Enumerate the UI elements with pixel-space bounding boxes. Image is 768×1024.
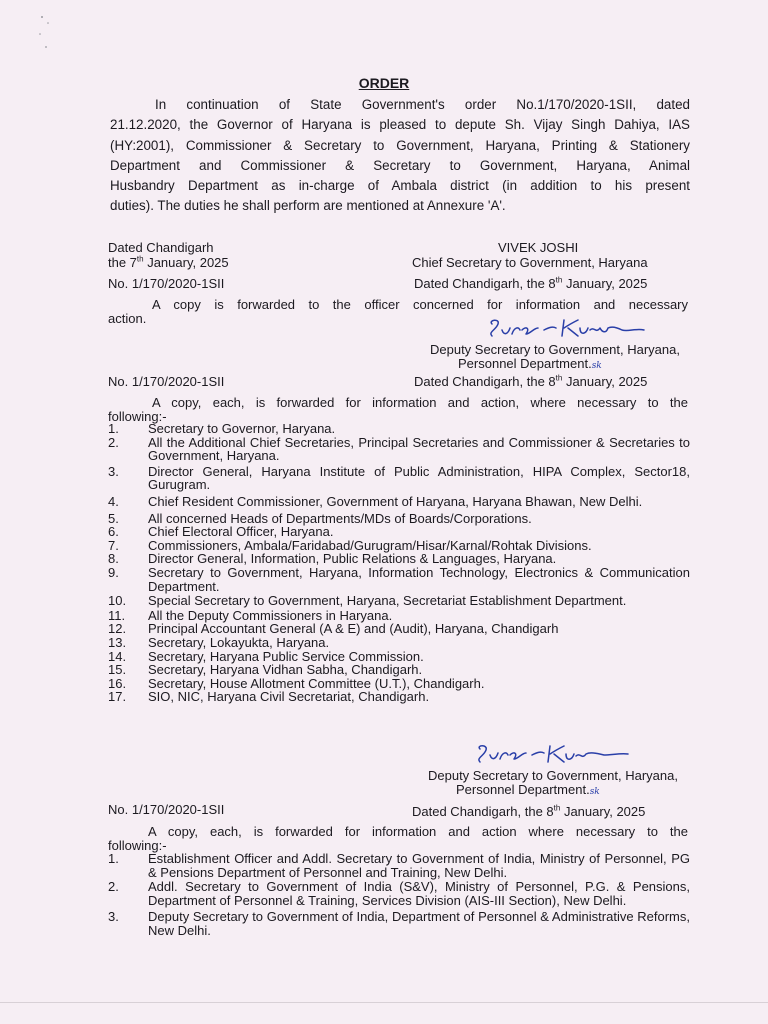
list-item-text: Special Secretary to Government, Haryana, Secretariat Establishment Department. (148, 593, 627, 609)
list-item (108, 495, 690, 509)
list-item (108, 609, 690, 623)
copy2-designation-1: Deputy Secretary to Government, Haryana, (427, 768, 678, 783)
list-item-text: SIO, NIC, Haryana Civil Secretariat, Chandigarh. (148, 689, 430, 705)
list-item-text: Chief Electoral Officer, Haryana. (148, 524, 334, 540)
copy2-recipient-list (108, 422, 690, 704)
list-item-text: Secretary to Governor, Haryana. (148, 421, 336, 436)
list-item-number: 5. (108, 510, 119, 526)
list-item (108, 636, 690, 650)
list-item-text: Deputy Secretary to Government of India, Department of Personnel & Administrative Reforms, New Delhi. (148, 909, 690, 938)
list-item (108, 663, 690, 677)
list-item (108, 677, 690, 691)
list-item-number: 9. (108, 564, 119, 580)
list-item-text: Chief Resident Commissioner, Government of Haryana, Haryana Bhawan, New Delhi. (148, 493, 643, 509)
dated-place: Dated Chandigarh (108, 240, 214, 255)
list-item (108, 622, 690, 636)
list-item (108, 852, 690, 879)
list-item-text: Establishment Officer and Addl. Secretary to Government of India, Ministry of Personnel, PG & Pensions Department of Personnel and Training, New Delhi. (148, 851, 690, 880)
intro-line: Husbandry Department as in-charge of Ambala district (in addition to his present (110, 178, 690, 194)
copy3-text: A copy, each, is forwarded for information and action where necessary to the following:- (108, 824, 688, 853)
list-item (108, 552, 690, 566)
list-item-number: 1. (108, 421, 119, 436)
initials-mark: sk (591, 361, 602, 371)
list-item-text: Director General, Haryana Institute of Public Administration, HIPA Complex, Sector18, Gurugram. (148, 463, 690, 493)
list-item-number: 12. (108, 621, 127, 637)
copy1-text: A copy is forwarded to the officer concerned for information and necessary action. (108, 297, 688, 326)
list-item (108, 512, 690, 526)
copy3-recipient-list (108, 852, 690, 938)
list-item (108, 594, 690, 608)
list-item-text: Secretary, Haryana Public Service Commission. (148, 648, 424, 664)
list-item-number: 3. (108, 909, 119, 925)
list-item-text: Secretary, House Allotment Committee (U.T.), Chandigarh. (148, 675, 485, 691)
list-item (108, 436, 690, 463)
copy1-number: No. 1/170/2020-1SII (108, 276, 225, 291)
list-item-number: 8. (108, 551, 119, 567)
list-item (108, 525, 690, 539)
list-item (108, 650, 690, 664)
copy2-text: A copy, each, is forwarded for information and action, where necessary to the following:- (108, 395, 688, 424)
list-item (108, 539, 690, 553)
list-item-text: All the Deputy Commissioners in Haryana. (148, 607, 393, 623)
copy3-date: Dated Chandigarh, the 8th January, 2025 (412, 803, 646, 819)
list-item-text: Addl. Secretary to Government of India (S&V), Ministry of Personnel, P.G. & Pensions, Department of Personnel & Training, Services Division (AIS-III Section), New Delhi. (148, 879, 690, 908)
list-item (108, 910, 690, 937)
list-item-text: All the Additional Chief Secretaries, Principal Secretaries and Commissioner & Secretaries to Government, Haryana. (148, 434, 690, 464)
list-item-text: Director General, Information, Public Relations & Languages, Haryana. (148, 551, 557, 567)
list-item-number: 4. (108, 493, 119, 509)
list-item (108, 690, 690, 704)
list-item (108, 422, 690, 436)
list-item (108, 465, 690, 492)
list-item-number: 1. (108, 851, 119, 866)
list-item-number: 15. (108, 662, 127, 678)
list-item-number: 3. (108, 463, 119, 479)
intro-line: 21.12.2020, the Governor of Haryana is pleased to depute Sh. Vijay Singh Dahiya, IAS (110, 117, 690, 133)
list-item-text: Secretary, Lokayukta, Haryana. (148, 634, 330, 650)
copy2-number: No. 1/170/2020-1SII (108, 374, 225, 389)
dated-date: the 7th January, 2025 (108, 254, 229, 270)
list-item-text: Principal Accountant General (A & E) and (Audit), Haryana, Chandigarh (148, 621, 559, 637)
copy3-number: No. 1/170/2020-1SII (108, 802, 225, 817)
list-item (108, 880, 690, 907)
copy1-date: Dated Chandigarh, the 8th January, 2025 (414, 275, 648, 291)
initials-mark: sk (589, 787, 600, 797)
copy2-date: Dated Chandigarh, the 8th January, 2025 (414, 373, 648, 389)
copy2-designation-2: Personnel Department.sk (456, 782, 600, 797)
list-item-number: 14. (108, 648, 127, 664)
list-item-number: 2. (108, 879, 119, 895)
list-item-number: 17. (108, 689, 127, 705)
list-item-number: 10. (108, 593, 127, 609)
copy1-designation-2: Personnel Department.sk (458, 356, 602, 371)
list-item-number: 16. (108, 675, 127, 691)
list-item-number: 6. (108, 524, 119, 540)
signatory-name: VIVEK JOSHI (498, 240, 579, 255)
intro-line: (HY:2001), Commissioner & Secretary to Government, Haryana, Printing & Stationery (110, 137, 690, 153)
list-item-text: Secretary, Haryana Vidhan Sabha, Chandigarh. (148, 662, 423, 678)
list-item-number: 13. (108, 634, 127, 650)
intro-paragraph (110, 95, 690, 217)
list-item (108, 566, 690, 593)
list-item-number: 2. (108, 434, 119, 450)
list-item-number: 11. (108, 607, 126, 623)
copy1-designation-1: Deputy Secretary to Government, Haryana, (429, 342, 680, 357)
list-item-text: Secretary to Government, Haryana, Information Technology, Electronics & Communication Department. (148, 564, 690, 594)
intro-line: In continuation of State Government's order No.1/170/2020-1SII, dated (155, 97, 690, 112)
page-edge (0, 1002, 768, 1003)
page-title: ORDER (358, 75, 410, 91)
list-item-text: Commissioners, Ambala/Faridabad/Gurugram/Hisar/Karnal/Rohtak Divisions. (148, 537, 592, 553)
list-item-text: All concerned Heads of Departments/MDs of Boards/Corporations. (148, 510, 532, 526)
signatory-designation: Chief Secretary to Government, Haryana (412, 255, 648, 270)
scan-specks (34, 14, 64, 54)
intro-line: Department and Commissioner & Secretary to Government, Haryana, Animal (110, 157, 690, 173)
intro-line: duties). The duties he shall perform are mentioned at Annexure 'A'. (110, 198, 506, 214)
list-item-number: 7. (108, 537, 119, 553)
